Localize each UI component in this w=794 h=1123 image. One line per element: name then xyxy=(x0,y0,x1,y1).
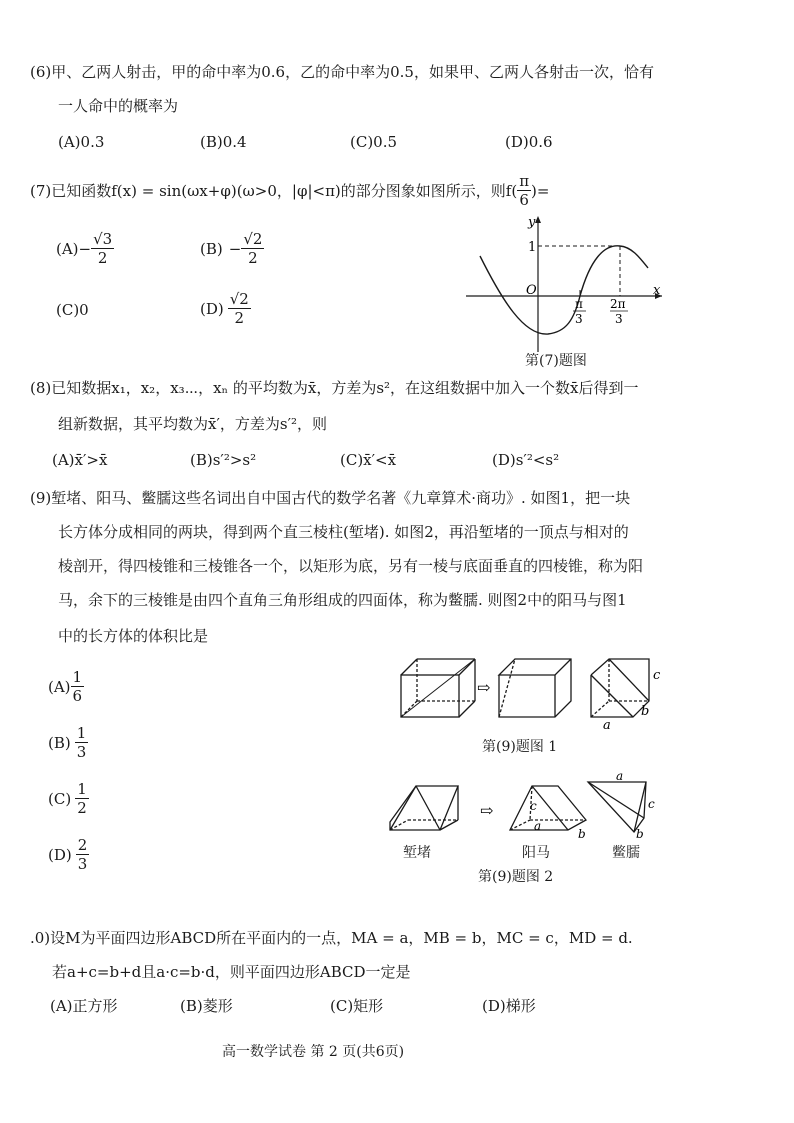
q7-stem-suffix: )= xyxy=(531,181,550,200)
q7-stem-prefix: (7)已知函数f(x) = sin(ωx+φ)(ω>0，|φ|<π)的部分图象如图所示，则f( xyxy=(30,182,518,200)
q9-fig2-yangma-label-a: a xyxy=(534,819,542,833)
q7-sine-graph xyxy=(462,210,672,360)
q7-option-c: (C)0 xyxy=(56,301,89,319)
q6-option-c: (C)0.5 xyxy=(350,133,398,151)
q7-y-tick-1-label: 1 xyxy=(528,240,537,255)
q10-option-b: (B)菱形 xyxy=(180,997,233,1015)
q7-x-label: x xyxy=(653,283,661,298)
q9-fig2-bienao-label-b: b xyxy=(636,827,644,840)
q9-fig2-arrow-icon: ⇨ xyxy=(480,801,494,820)
q6-stem-line2: 一人命中的概率为 xyxy=(58,97,179,115)
q9-fig2-qiandu xyxy=(390,786,458,830)
q7-option-a: (A)− $\frac{√3}{2}$ xyxy=(56,230,113,267)
q7-figure-caption: 第(7)题图 xyxy=(525,353,587,369)
q9-fig2-bienao xyxy=(588,782,646,832)
q10-stem-line1: .0)设M为平面四边形ABCD所在平面内的一点，MA = a，MB = b，MC = c，MD = d. xyxy=(30,929,633,947)
q10-option-c: (C)矩形 xyxy=(330,997,384,1015)
q9-fig1-prism-a xyxy=(499,659,571,717)
q7-x-tick2-den: 3 xyxy=(615,312,623,326)
q10-option-a: (A)正方形 xyxy=(50,997,118,1015)
q6-option-a: (A)0.3 xyxy=(58,133,105,151)
q9-stem-line1: (9)堑堵、阳马、鳖臑这些名词出自中国古代的数学名著《九章算术·商功》. 如图1，把一块 xyxy=(30,489,631,507)
q9-option-a: (A) $\frac{1}{6}$ xyxy=(48,668,83,705)
q7-origin-label: O xyxy=(526,283,537,298)
q9-fig2-label-bienao: 鳖臑 xyxy=(612,845,640,861)
q10-stem-line2: 若a+c=b+d且a·c=b·d，则平面四边形ABCD一定是 xyxy=(52,963,411,981)
q8-option-a: (A)x̄′>x̄ xyxy=(52,451,108,469)
q10-option-d: (D)梯形 xyxy=(482,997,536,1015)
q9-fig2-label-yangma: 阳马 xyxy=(522,845,550,861)
q9-fig1-arrow-icon: ⇨ xyxy=(477,678,491,697)
q7-stem-fraction: $\frac{\pi}{6}$ xyxy=(519,172,530,209)
q9-fig1-label-b: b xyxy=(641,704,650,719)
q8-stem-line1: (8)已知数据x₁，x₂，x₃⋯，xₙ 的平均数为x̄，方差为s²，在这组数据中加入一个数x̄后得到一 xyxy=(30,379,639,397)
q9-stem-line5: 中的长方体的体积比是 xyxy=(58,627,209,645)
page-footer: 高一数学试卷 第 2 页(共6页) xyxy=(222,1044,405,1060)
q8-stem-line2: 组新数据，其平均数为x̄′，方差为s′²，则 xyxy=(58,415,327,433)
q8-option-d: (D)s′²<s² xyxy=(492,451,560,469)
q9-option-d: (D) $\frac{2}{3}$ xyxy=(48,836,88,873)
q9-figure-1-caption: 第(9)题图 1 xyxy=(482,739,558,755)
q7-sine-curve xyxy=(480,246,648,334)
q8-option-c: (C)x̄′<x̄ xyxy=(340,451,397,469)
q9-stem-line4: 马，余下的三棱锥是由四个直角三角形组成的四面体，称为鳖臑. 则图2中的阳马与图1 xyxy=(58,591,627,609)
q9-option-b: (B) $\frac{1}{3}$ xyxy=(48,724,87,761)
q9-fig1-cuboid xyxy=(401,659,475,717)
q7-x-tick1-num: π xyxy=(575,297,583,311)
q9-fig1-label-a: a xyxy=(603,718,611,733)
q9-fig2-label-qiandu: 堑堵 xyxy=(403,845,431,861)
q7-x-tick1-den: 3 xyxy=(575,312,583,326)
q9-figure-2 xyxy=(380,770,680,840)
q6-option-b: (B)0.4 xyxy=(200,133,247,151)
q9-fig2-bienao-label-a: a xyxy=(616,770,624,783)
q7-y-label: y xyxy=(528,215,536,230)
q9-fig1-label-c: c xyxy=(653,668,661,683)
q9-fig2-yangma-label-b: b xyxy=(578,827,586,840)
q9-figure-1 xyxy=(395,655,675,735)
q8-option-b: (B)s′²>s² xyxy=(190,451,257,469)
q9-stem-line2: 长方体分成相同的两块，得到两个直三棱柱(堑堵). 如图2，再沿堑堵的一顶点与相对的 xyxy=(58,523,629,541)
q9-fig2-yangma-label-c: c xyxy=(530,799,537,813)
q9-fig2-yangma xyxy=(510,786,586,830)
q9-stem-line3: 棱剖开，得四棱锥和三棱锥各一个，以矩形为底，另有一棱与底面垂直的四棱锥，称为阳 xyxy=(58,557,644,575)
q7-option-d: (D) $\frac{√2}{2}$ xyxy=(200,290,249,327)
q9-figure-2-caption: 第(9)题图 2 xyxy=(478,869,554,885)
q7-y-axis-arrow-icon xyxy=(535,216,541,223)
q9-fig2-bienao-label-c: c xyxy=(648,797,655,811)
q6-option-d: (D)0.6 xyxy=(505,133,553,151)
q7-stem xyxy=(30,172,549,209)
q6-stem-line1: (6)甲、乙两人射击，甲的命中率为0.6，乙的命中率为0.5，如果甲、乙两人各射击一次，恰有 xyxy=(30,63,654,81)
q9-option-c: (C) $\frac{1}{2}$ xyxy=(48,780,87,817)
q7-option-b: (B) − $\frac{√2}{2}$ xyxy=(200,230,263,267)
q7-x-tick2-num: 2π xyxy=(610,297,626,311)
